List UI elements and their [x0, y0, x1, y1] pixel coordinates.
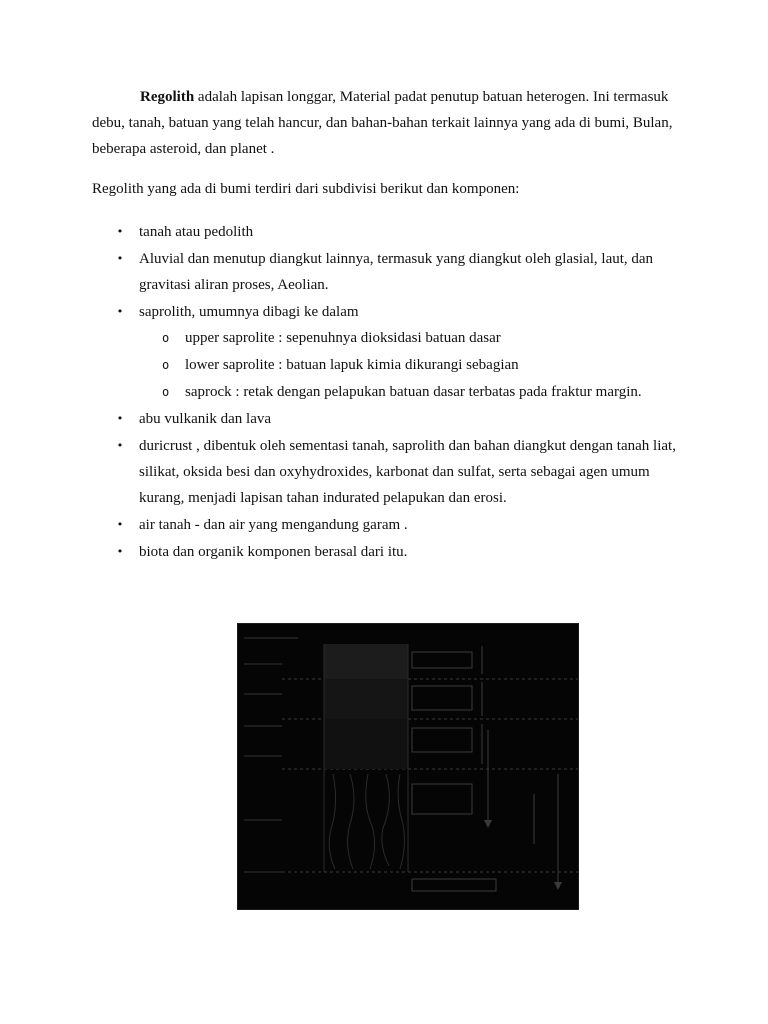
- sub-bullet-icon: o: [162, 358, 170, 372]
- list-item: [92, 539, 692, 565]
- sublist-item: [139, 379, 692, 405]
- list-item-text: duricrust , dibentuk oleh sementasi tanah, saprolith dan bahan diangkut dengan tanah liat, silikat, oksida besi dan oxyhydroxides, karbonat dan sulfat, serta sebagai agen umum kurang, menjadi lapisan tahan indurated pelapukan dan erosi.: [139, 438, 676, 506]
- list-item-text: biota dan organik komponen berasal dari itu.: [139, 544, 408, 560]
- sub-bullet-icon: o: [162, 385, 170, 399]
- list-item-text: air tanah - dan air yang mengandung garam .: [139, 517, 408, 533]
- saprolith-sublist: [139, 325, 692, 405]
- component-list: [92, 219, 692, 565]
- sublist-item: [139, 325, 692, 351]
- bullet-icon: •: [116, 305, 124, 318]
- intro-text: adalah lapisan longgar, Material padat penutup batuan heterogen. Ini termasuk debu, tanah, batuan yang telah hancur, dan bahan-bahan terkait lainnya yang ada di bumi, Bulan, beberapa asteroid, dan planet .: [92, 89, 673, 157]
- bullet-icon: •: [116, 545, 124, 558]
- list-item-text: saprolith, umumnya dibagi ke dalam: [139, 304, 359, 320]
- list-item: [92, 246, 692, 298]
- sublist-item-text: saprock : retak dengan pelapukan batuan dasar terbatas pada fraktur margin.: [185, 384, 642, 400]
- sublist-item: [139, 352, 692, 378]
- sublist-item-text: upper saprolite : sepenuhnya dioksidasi batuan dasar: [185, 330, 501, 346]
- list-item: [92, 406, 692, 432]
- list-item: [92, 219, 692, 245]
- list-item-text: Aluvial dan menutup diangkut lainnya, termasuk yang diangkut oleh glasial, laut, dan gravitasi aliran proses, Aeolian.: [139, 251, 654, 293]
- regolith-profile-diagram: [238, 624, 578, 909]
- list-item-text: abu vulkanik dan lava: [139, 411, 272, 427]
- intro-paragraph: [92, 84, 682, 162]
- bullet-icon: •: [116, 439, 124, 452]
- list-item: [92, 512, 692, 538]
- list-item-text: tanah atau pedolith: [139, 224, 254, 240]
- bullet-icon: •: [116, 518, 124, 531]
- list-item: [92, 433, 692, 511]
- subdivision-intro: Regolith yang ada di bumi terdiri dari subdivisi berikut dan komponen:: [92, 181, 520, 197]
- sublist-item-text: lower saprolite : batuan lapuk kimia dikurangi sebagian: [185, 357, 519, 373]
- sub-bullet-icon: o: [162, 331, 170, 345]
- list-item: [92, 299, 692, 405]
- regolith-term: Regolith: [140, 89, 195, 105]
- regolith-profile-figure: [237, 623, 579, 910]
- bullet-icon: •: [116, 225, 124, 238]
- bullet-icon: •: [116, 252, 124, 265]
- bullet-icon: •: [116, 412, 124, 425]
